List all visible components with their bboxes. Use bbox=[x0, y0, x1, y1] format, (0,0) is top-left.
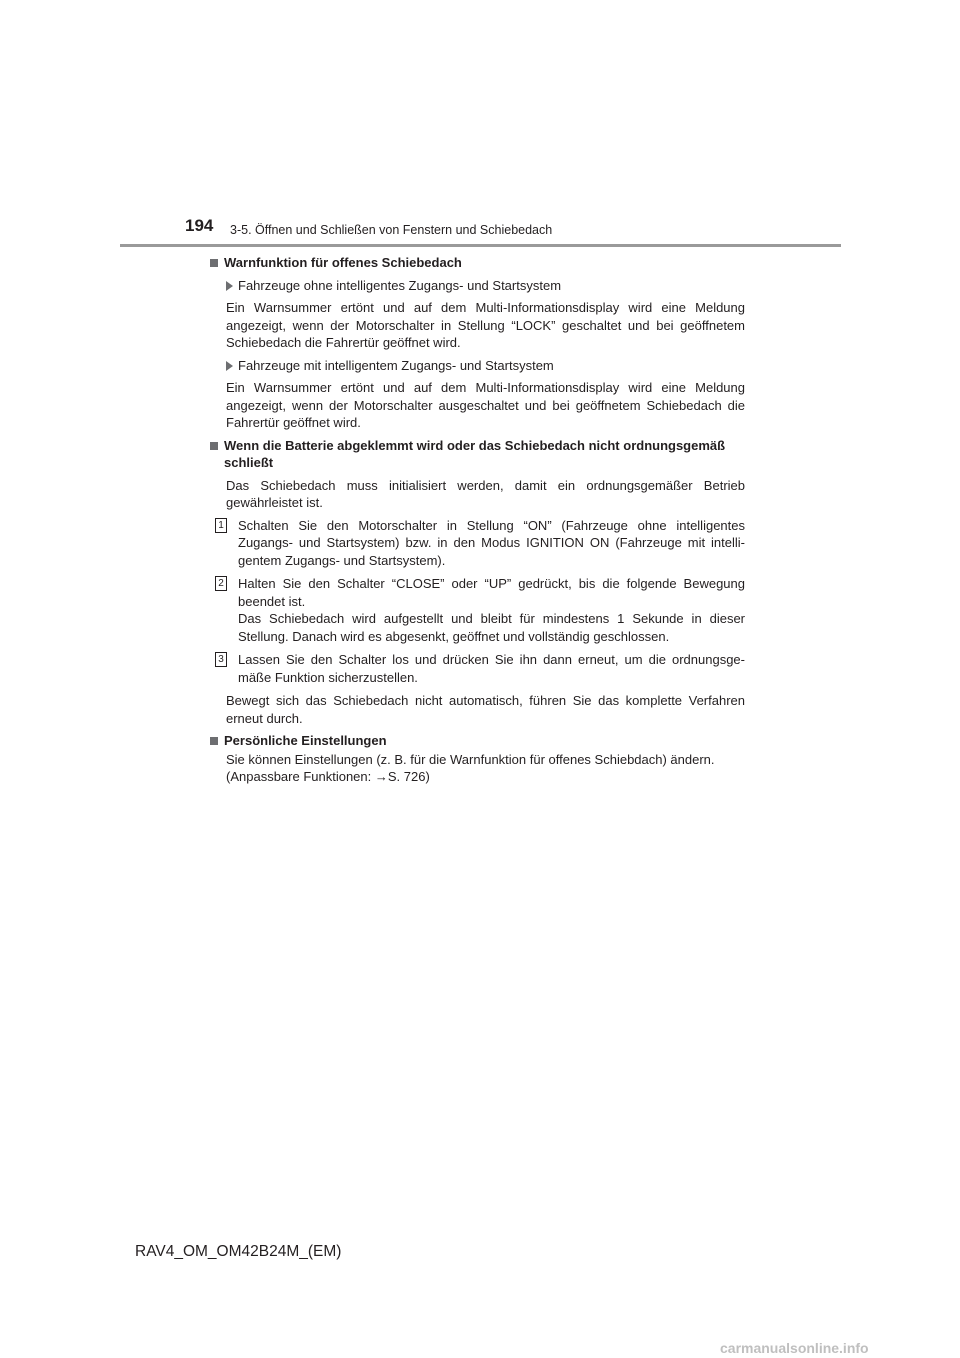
section-einstellungen bbox=[210, 732, 745, 786]
condition-text: Fahrzeuge mit intelligentem Zugangs- und Startsystem bbox=[238, 357, 554, 373]
condition-item bbox=[210, 277, 745, 295]
footer-model-code: RAV4_OM_OM42B24M_(EM) bbox=[135, 1243, 342, 1260]
step-number-box: 3 bbox=[215, 652, 227, 667]
step-item bbox=[210, 517, 745, 570]
step-text-detail: Das Schiebedach wird aufgestellt und bleibt für mindestens 1 Sekunde in dieser Stellung. Danach wird es abgesenkt, geöffnet und vollständig geschlossen. bbox=[238, 611, 745, 644]
square-bullet-icon bbox=[210, 259, 218, 267]
section-heading bbox=[210, 437, 745, 472]
section-heading bbox=[210, 732, 745, 750]
step-text: Schalten Sie den Motorschalter in Stellung “ON” (Fahrzeuge ohne intelligentes Zugangs- und Startsystem) bzw. in den Modus IGNITION ON (Fahrzeuge mit intelli-gentem Zugangs- und Startsystem). bbox=[238, 517, 745, 568]
step-item bbox=[210, 575, 745, 645]
section-heading bbox=[210, 254, 745, 272]
section-batterie bbox=[210, 437, 745, 728]
condition-item bbox=[210, 357, 745, 375]
header-rule bbox=[120, 244, 841, 247]
paragraph-line: Sie können Einstellungen (z. B. für die Warnfunktion für offenes Schiebdach) ändern. bbox=[226, 751, 715, 767]
page-content bbox=[210, 254, 745, 791]
section-warnfunktion bbox=[210, 254, 745, 432]
paragraph: Ein Warnsummer ertönt und auf dem Multi-Informationsdisplay wird eine Meldung angezeigt, wenn der Motorschalter ausgeschaltet und bei geöffnetem Schiebedach die Fahrertür geöffnet wird. bbox=[226, 380, 745, 430]
step-number-box: 2 bbox=[215, 576, 227, 591]
watermark-text: carmanualsonline.info bbox=[720, 1340, 869, 1356]
triangle-bullet-icon bbox=[226, 361, 233, 371]
section-heading-text: Warnfunktion für offenes Schiebedach bbox=[224, 255, 462, 270]
triangle-bullet-icon bbox=[226, 281, 233, 291]
paragraph-line: (Anpassbare Funktionen: →S. 726) bbox=[226, 769, 430, 784]
step-item bbox=[210, 651, 745, 686]
paragraph: Bewegt sich das Schiebedach nicht automatisch, führen Sie das komplette Verfahren erneut durch. bbox=[226, 693, 745, 726]
section-heading-text: Wenn die Batterie abgeklemmt wird oder das Schiebedach nicht ordnungsgemäß schließt bbox=[224, 437, 726, 470]
square-bullet-icon bbox=[210, 737, 218, 745]
page-number: 194 bbox=[185, 216, 214, 235]
section-heading-text: Persönliche Einstellungen bbox=[224, 733, 387, 748]
step-number-box: 1 bbox=[215, 518, 227, 533]
paragraph: Ein Warnsummer ertönt und auf dem Multi-Informationsdisplay wird eine Meldung angezeigt, wenn der Motorschalter in Stellung “LOCK” geschaltet und bei geöffnetem Schiebedach die Fahrertür geöffnet wird. bbox=[226, 300, 745, 350]
section-title: 3-5. Öffnen und Schließen von Fenstern und Schiebedach bbox=[230, 223, 553, 237]
square-bullet-icon bbox=[210, 442, 218, 450]
condition-text: Fahrzeuge ohne intelligentes Zugangs- und Startsystem bbox=[238, 277, 562, 293]
paragraph: Das Schiebedach muss initialisiert werden, damit ein ordnungsgemäßer Betrieb gewährleistet ist. bbox=[226, 477, 745, 510]
step-text: Halten Sie den Schalter “CLOSE” oder “UP” gedrückt, bis die folgende Bewegung beendet ist. bbox=[238, 576, 745, 609]
step-text: Lassen Sie den Schalter los und drücken Sie ihn dann erneut, um die ordnungsge-mäße Funktion sicherzustellen. bbox=[238, 652, 745, 685]
